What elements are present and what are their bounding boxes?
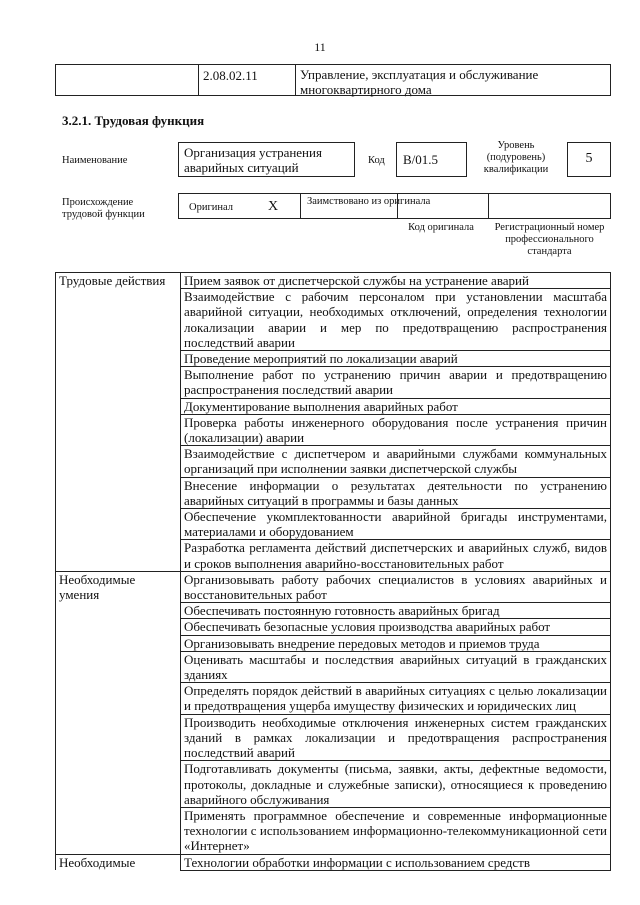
name-label: Наименование: [62, 155, 128, 166]
category-cell: [56, 540, 181, 571]
labor-action-item: Обеспечение укомплектованности аварийной бригады инструментами, материалами и оборудованием: [181, 509, 611, 540]
table-row: [56, 367, 611, 398]
table-row: [56, 398, 611, 414]
table-row: [56, 571, 611, 602]
labor-action-item: Документирование выполнения аварийных работ: [181, 398, 611, 414]
table-row: [56, 509, 611, 540]
category-cell: [56, 714, 181, 761]
required-knowledge-item: Технологии обработки информации с использованием средств: [181, 854, 611, 870]
table-row: [56, 651, 611, 682]
required-skill-item: Применять программное обеспечение и современные информационные технологии с использованием информационно-телекоммуникационной сети «Интернет»: [181, 807, 611, 854]
required-skill-item: Подготавливать документы (письма, заявки, акты, дефектные ведомости, протоколы, докладные и служебные записки), относящиеся к проведению аварийного обслуживания: [181, 761, 611, 808]
category-cell: [56, 414, 181, 445]
category-cell: [56, 477, 181, 508]
code-original-label: Код оригинала: [408, 222, 474, 233]
original-label: Оригинал: [189, 202, 233, 213]
table-row: [56, 540, 611, 571]
labor-action-item: Проведение мероприятий по локализации аварий: [181, 351, 611, 367]
required-skill-item: Определять порядок действий в аварийных ситуациях с целью локализации и предотвращения ущерба имуществу физических и юридических лиц: [181, 683, 611, 714]
name-value: Организация устранения аварийных ситуаций: [178, 142, 355, 177]
top-table: [55, 64, 611, 96]
required-skill-item: Организовывать внедрение передовых методов и приемов труда: [181, 635, 611, 651]
category-cell: [56, 351, 181, 367]
origin-table: [178, 193, 611, 219]
table-row: [56, 619, 611, 635]
labor-action-item: Разработка регламента действий диспетчерских и аварийных служб, видов и сроков выполнения аварийно-восстановительных работ: [181, 540, 611, 571]
table-row: [56, 477, 611, 508]
table-row: [56, 635, 611, 651]
code-label: Код: [368, 155, 385, 166]
category-cell: [56, 807, 181, 854]
category-cell: [56, 651, 181, 682]
category-cell: [56, 603, 181, 619]
category-labor-action: Трудовые действия: [56, 273, 181, 289]
table-row: [56, 273, 611, 289]
category-required-knowledge: Необходимые: [56, 854, 181, 870]
table-row: [56, 761, 611, 808]
category-cell: [56, 398, 181, 414]
original-mark: X: [268, 199, 279, 214]
required-skill-item: Организовывать работу рабочих специалистов в условиях аварийных и восстановительных работ: [181, 571, 611, 602]
category-required-skill: Необходимые умения: [56, 571, 181, 602]
required-skill-item: Обеспечивать безопасные условия производства аварийных работ: [181, 619, 611, 635]
level-label: Уровень (подуровень) квалификации: [483, 140, 549, 175]
reg-number-cell: [488, 194, 610, 218]
category-cell: [56, 289, 181, 351]
labor-action-item: Прием заявок от диспетчерской службы на устранение аварий: [181, 273, 611, 289]
required-skill-item: Обеспечивать постоянную готовность аварийных бригад: [181, 603, 611, 619]
labor-action-item: Взаимодействие с диспетчером и аварийными службами коммунальных организаций при исполнении заявки диспетчерской службы: [181, 446, 611, 477]
required-skill-item: Производить необходимые отключения инженерных систем гражданских зданий в рамках локализации и предотвращения распространения последствий аварий: [181, 714, 611, 761]
table-row: [56, 807, 611, 854]
top-table-name: Управление, эксплуатация и обслуживание многоквартирного дома: [295, 65, 610, 95]
category-cell: [56, 635, 181, 651]
table-row: [56, 446, 611, 477]
required-skill-item: Оценивать масштабы и последствия аварийных ситуаций в гражданских зданиях: [181, 651, 611, 682]
table-row: [56, 289, 611, 351]
labor-action-item: Внесение информации о результатах деятельности по устранению аварийных ситуаций в программы и базы данных: [181, 477, 611, 508]
table-row: [56, 854, 611, 870]
labor-action-item: Выполнение работ по устранению причин аварии и предотвращению распространения последствий аварии: [181, 367, 611, 398]
function-table: [55, 272, 611, 871]
labor-action-item: Проверка работы инженерного оборудования после устранения причин (локализации) аварии: [181, 414, 611, 445]
category-cell: [56, 683, 181, 714]
table-row: [56, 603, 611, 619]
section-title: 3.2.1. Трудовая функция: [62, 113, 205, 128]
top-table-code: 2.08.02.11: [198, 65, 295, 95]
table-row: [56, 351, 611, 367]
reg-number-label: Регистрационный номер профессионального стандарта: [494, 222, 605, 257]
labor-action-item: Взаимодействие с рабочим персоналом при установлении масштаба аварийной ситуации, необходимых отключений, определения технологии локализации аварии и мер по предотвращению распространения последствий аварии: [181, 289, 611, 351]
category-cell: [56, 761, 181, 808]
table-row: [56, 714, 611, 761]
table-row: [56, 683, 611, 714]
origin-label: Происхождение трудовой функции: [62, 197, 145, 220]
page-number: 11: [314, 40, 326, 54]
borrowed-label: Заимствовано из оригинала: [307, 196, 431, 207]
category-cell: [56, 367, 181, 398]
level-value: 5: [567, 142, 611, 177]
table-row: [56, 414, 611, 445]
category-cell: [56, 619, 181, 635]
code-value: B/01.5: [396, 142, 467, 177]
category-cell: [56, 446, 181, 477]
category-cell: [56, 509, 181, 540]
